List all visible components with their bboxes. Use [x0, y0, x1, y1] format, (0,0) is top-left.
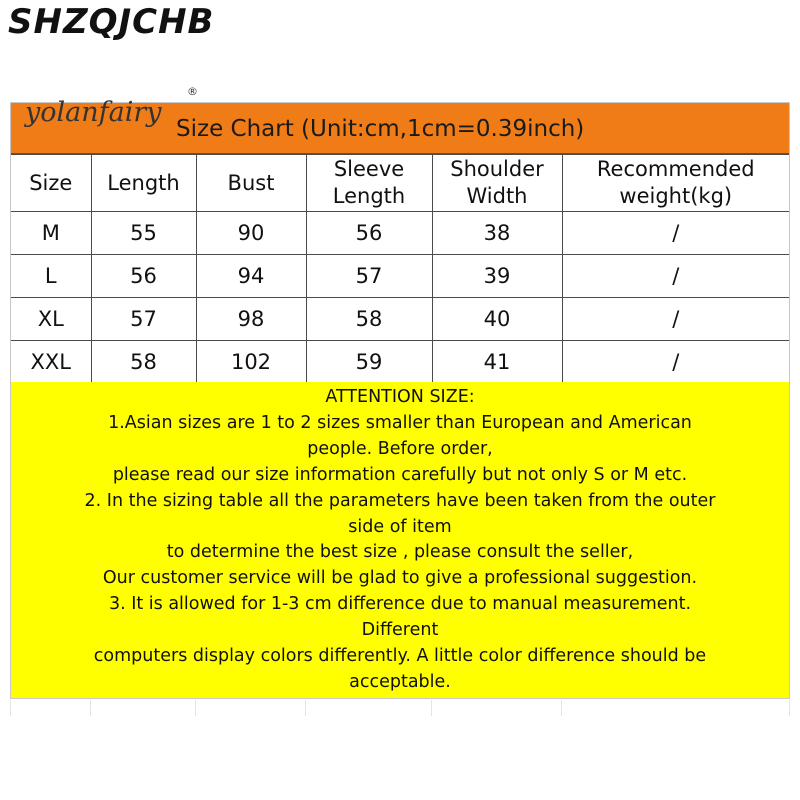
chart-title: Size Chart (Unit:cm,1cm=0.39inch) [176, 116, 585, 142]
table-cell: XL [11, 298, 91, 341]
table-cell: / [562, 255, 789, 298]
brand-logo: yolanfairy [25, 97, 162, 128]
table-cell: 41 [432, 341, 562, 384]
chart-header [11, 85, 789, 154]
table-cell: / [562, 298, 789, 341]
table-cell: 90 [196, 212, 306, 255]
notes-heading: ATTENTION SIZE: [325, 387, 475, 407]
table-cell: L [11, 255, 91, 298]
table-cell: 94 [196, 255, 306, 298]
table-cell: 59 [306, 341, 432, 384]
column-header: Bust [196, 155, 306, 212]
table-cell: 102 [196, 341, 306, 384]
registered-mark: ® [187, 85, 198, 98]
notes-line: 1.Asian sizes are 1 to 2 sizes smaller than European and American [108, 412, 692, 433]
table-cell: 58 [91, 341, 196, 384]
table-row [11, 298, 789, 341]
notes-line: to determine the best size , please consult the seller, [166, 542, 634, 563]
table-cell: 58 [306, 298, 432, 341]
size-chart [10, 85, 790, 699]
table-header-row [11, 155, 789, 212]
attention-notes [11, 382, 789, 698]
column-header: Size [11, 155, 91, 212]
column-header: Recommended weight(kg) [562, 155, 789, 212]
column-header: Shoulder Width [432, 155, 562, 212]
notes-line: people. Before order, [307, 438, 493, 459]
table-row [11, 341, 789, 384]
notes-line: Our customer service will be glad to give a professional suggestion. [102, 568, 698, 589]
table-cell: 98 [196, 298, 306, 341]
table-row [11, 255, 789, 298]
notes-line: Different [361, 620, 439, 641]
watermark-text: SHZQJCHB [8, 2, 215, 42]
notes-line: 3. It is allowed for 1-3 cm difference due to manual measurement. [108, 594, 692, 615]
table-cell: / [562, 341, 789, 384]
table-cell: 57 [306, 255, 432, 298]
table-cell: 57 [91, 298, 196, 341]
notes-line: side of item [348, 516, 452, 537]
table-cell: 39 [432, 255, 562, 298]
notes-line: please read our size information carefully but not only S or M etc. [112, 464, 688, 485]
notes-line: 2. In the sizing table all the parameters have been taken from the outer [84, 490, 716, 511]
notes-line: acceptable. [349, 671, 451, 692]
column-header: Sleeve Length [306, 155, 432, 212]
faint-grid-lines [0, 700, 800, 720]
notes-line: computers display colors differently. A little color difference should be [93, 646, 707, 667]
table-cell: 55 [91, 212, 196, 255]
table-cell: 38 [432, 212, 562, 255]
size-table [11, 154, 789, 384]
table-row [11, 212, 789, 255]
table-cell: 40 [432, 298, 562, 341]
table-cell: 56 [306, 212, 432, 255]
table-cell: M [11, 212, 91, 255]
table-cell: 56 [91, 255, 196, 298]
table-cell: / [562, 212, 789, 255]
column-header: Length [91, 155, 196, 212]
table-cell: XXL [11, 341, 91, 384]
